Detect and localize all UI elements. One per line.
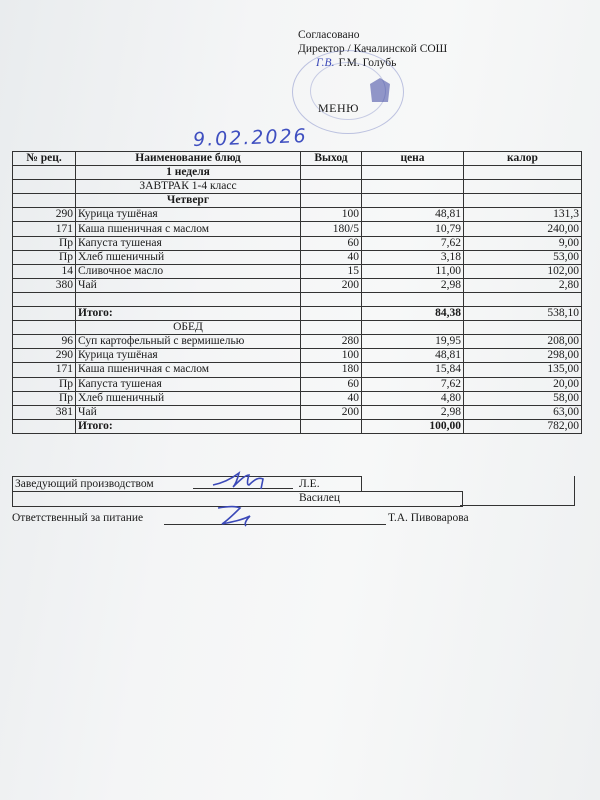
approval-signer-name: Г.М. Голубь	[338, 57, 397, 69]
recipe-number: 380	[13, 278, 76, 292]
dish-name: Суп картофельный с вермишелью	[76, 335, 301, 349]
table-header-row	[13, 152, 582, 166]
header-output: Выход	[301, 152, 362, 166]
manager-name: Л.Е. Василец	[299, 478, 341, 504]
breakfast-title-row	[13, 180, 582, 194]
empty-cell	[13, 419, 76, 433]
lunch-title: ОБЕД	[76, 321, 301, 335]
lunch-item-row	[13, 377, 582, 391]
lunch-total-row	[13, 419, 582, 433]
dish-price: 48,81	[362, 208, 464, 222]
dish-name: Каша пшеничная с маслом	[76, 363, 301, 377]
dish-calories: 9,00	[464, 236, 582, 250]
dish-output: 180	[301, 363, 362, 377]
dish-price: 7,62	[362, 377, 464, 391]
empty-cell	[362, 166, 464, 180]
responsible-label: Ответственный за питание	[12, 512, 144, 524]
menu-title: МЕНЮ	[318, 101, 359, 115]
empty-cell	[301, 419, 362, 433]
dish-name: Сливочное масло	[76, 264, 301, 278]
total-calories: 538,10	[464, 307, 582, 321]
recipe-number: 96	[13, 335, 76, 349]
lunch-item-row	[13, 349, 582, 363]
dish-calories: 298,00	[464, 349, 582, 363]
table-empty-cell	[460, 476, 575, 506]
dish-output: 15	[301, 264, 362, 278]
recipe-number: 14	[13, 264, 76, 278]
dish-calories: 131,3	[464, 208, 582, 222]
menu-table	[12, 151, 582, 434]
dish-price: 19,95	[362, 335, 464, 349]
lunch-item-row	[13, 335, 582, 349]
empty-cell	[76, 292, 301, 306]
recipe-number: 171	[13, 363, 76, 377]
breakfast-item-row	[13, 264, 582, 278]
empty-cell	[13, 321, 76, 335]
dish-price: 2,98	[362, 278, 464, 292]
total-label: Итого:	[76, 419, 301, 433]
dish-name: Чай	[76, 278, 301, 292]
breakfast-item-row	[13, 236, 582, 250]
menu-table-body	[13, 166, 582, 434]
breakfast-item-row	[13, 250, 582, 264]
dish-name: Каша пшеничная с маслом	[76, 222, 301, 236]
breakfast-item-row	[13, 208, 582, 222]
empty-cell	[362, 180, 464, 194]
empty-cell	[464, 292, 582, 306]
lunch-title-row	[13, 321, 582, 335]
empty-cell	[464, 166, 582, 180]
dish-price: 7,62	[362, 236, 464, 250]
dish-price: 10,79	[362, 222, 464, 236]
header-price: цена	[362, 152, 464, 166]
recipe-number: 381	[13, 405, 76, 419]
recipe-number: 290	[13, 349, 76, 363]
breakfast-total-row	[13, 307, 582, 321]
dish-calories: 240,00	[464, 222, 582, 236]
dish-calories: 53,00	[464, 250, 582, 264]
table-empty-row	[13, 292, 582, 306]
dish-name: Хлеб пшеничный	[76, 391, 301, 405]
recipe-number: Пр	[13, 391, 76, 405]
empty-cell	[301, 194, 362, 208]
dish-output: 180/5	[301, 222, 362, 236]
empty-cell	[362, 292, 464, 306]
dish-calories: 20,00	[464, 377, 582, 391]
dish-output: 100	[301, 349, 362, 363]
week-label: 1 неделя	[76, 166, 301, 180]
empty-cell	[301, 292, 362, 306]
handwritten-date: 9.02.2026	[192, 125, 309, 151]
lunch-item-row	[13, 391, 582, 405]
dish-output: 60	[301, 377, 362, 391]
manager-label: Заведующий производством	[15, 478, 154, 490]
dish-name: Курица тушёная	[76, 349, 301, 363]
dish-price: 2,98	[362, 405, 464, 419]
recipe-number: 290	[13, 208, 76, 222]
header-recipe-number: № рец.	[13, 152, 76, 166]
breakfast-item-row	[13, 278, 582, 292]
dish-output: 40	[301, 250, 362, 264]
dish-output: 100	[301, 208, 362, 222]
dish-output: 280	[301, 335, 362, 349]
dish-price: 3,18	[362, 250, 464, 264]
dish-output: 60	[301, 236, 362, 250]
breakfast-item-row	[13, 222, 582, 236]
manager-signature-row	[12, 476, 362, 504]
dish-output: 40	[301, 391, 362, 405]
dish-calories: 63,00	[464, 405, 582, 419]
empty-cell	[301, 307, 362, 321]
empty-cell	[13, 166, 76, 180]
lunch-item-row	[13, 405, 582, 419]
empty-cell	[362, 194, 464, 208]
dish-calories: 2,80	[464, 278, 582, 292]
total-price: 100,00	[362, 419, 464, 433]
dish-calories: 58,00	[464, 391, 582, 405]
responsible-signature-line	[164, 524, 386, 525]
day-label: Четверг	[76, 194, 301, 208]
recipe-number: 171	[13, 222, 76, 236]
approval-position: Директор / Качалинской СОШ	[298, 43, 448, 55]
dish-name: Капуста тушеная	[76, 377, 301, 391]
empty-cell	[464, 194, 582, 208]
week-row	[13, 166, 582, 180]
total-calories: 782,00	[464, 419, 582, 433]
total-label: Итого:	[76, 307, 301, 321]
day-row	[13, 194, 582, 208]
empty-cell	[464, 180, 582, 194]
dish-calories: 102,00	[464, 264, 582, 278]
dish-calories: 135,00	[464, 363, 582, 377]
dish-output: 200	[301, 278, 362, 292]
header-dish-name: Наименование блюд	[76, 152, 301, 166]
recipe-number: Пр	[13, 377, 76, 391]
empty-cell	[13, 292, 76, 306]
approval-signature-text: Г.В.	[316, 57, 335, 69]
total-price: 84,38	[362, 307, 464, 321]
empty-cell	[301, 166, 362, 180]
dish-name: Курица тушёная	[76, 208, 301, 222]
lunch-item-row	[13, 363, 582, 377]
empty-cell	[301, 180, 362, 194]
responsible-signature-icon	[212, 502, 272, 528]
empty-cell	[13, 180, 76, 194]
dish-price: 48,81	[362, 349, 464, 363]
dish-name: Капуста тушеная	[76, 236, 301, 250]
empty-cell	[13, 194, 76, 208]
breakfast-title: ЗАВТРАК 1-4 класс	[76, 180, 301, 194]
empty-cell	[301, 321, 362, 335]
responsible-signature-row	[12, 512, 469, 524]
empty-cell	[464, 321, 582, 335]
dish-price: 4,80	[362, 391, 464, 405]
dish-name: Чай	[76, 405, 301, 419]
header-calories: калор	[464, 152, 582, 166]
dish-output: 200	[301, 405, 362, 419]
approval-title: Согласовано	[298, 29, 360, 41]
empty-cell	[362, 321, 464, 335]
dish-name: Хлеб пшеничный	[76, 250, 301, 264]
empty-cell	[13, 307, 76, 321]
manager-signature-icon	[209, 469, 279, 491]
recipe-number: Пр	[13, 236, 76, 250]
responsible-name: Т.А. Пивоварова	[388, 512, 469, 524]
recipe-number: Пр	[13, 250, 76, 264]
dish-calories: 208,00	[464, 335, 582, 349]
dish-price: 15,84	[362, 363, 464, 377]
dish-price: 11,00	[362, 264, 464, 278]
